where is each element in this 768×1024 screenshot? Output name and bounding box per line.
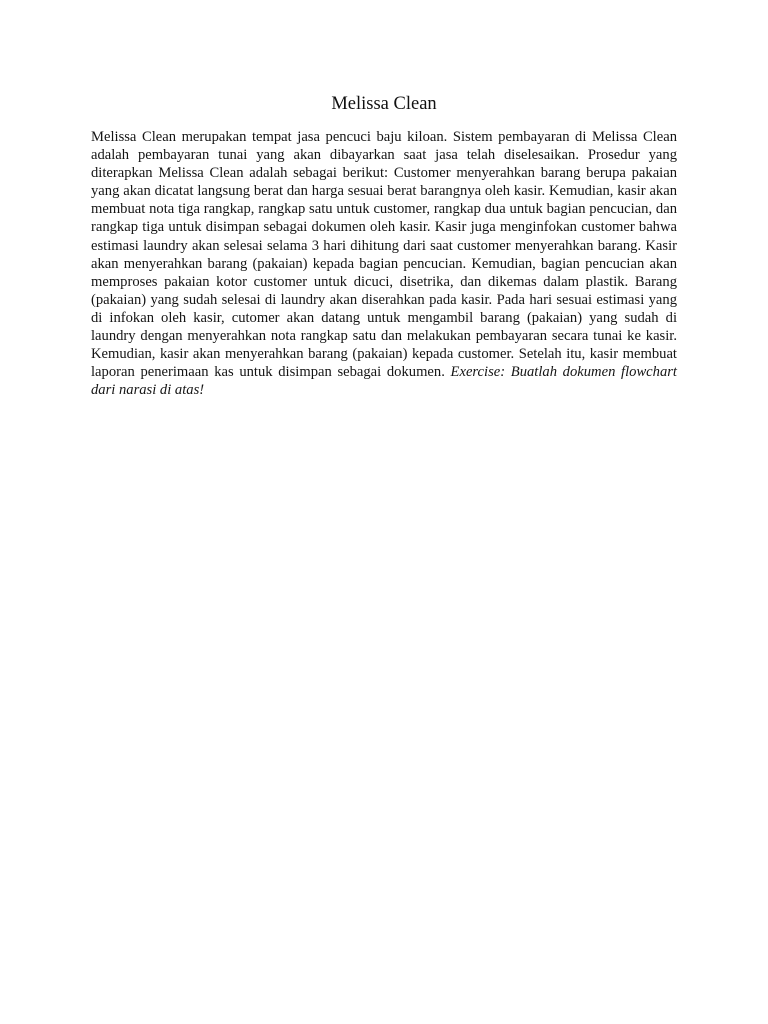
exercise-text: Exercise: Buatlah dokumen flowchart dari narasi di atas! xyxy=(91,364,677,399)
paragraph-text: Melissa Clean merupakan tempat jasa pencuci baju kiloan. Sistem pembayaran di Melissa Clean adalah pembayaran tunai yang akan dibayarkan saat jasa telah diselesaikan. Prosedur yang diterapkan Melissa Clean adalah sebagai berikut: Customer menyerahkan barang berupa pakaian yang akan dicatat langsung berat dan harga sesuai berat barangnya oleh kasir. Kemudian, kasir akan membuat nota tiga rangkap, rangkap satu untuk customer, rangkap dua untuk bagian pencucian, dan rangkap tiga untuk disimpan sebagai dokumen oleh kasir. Kasir juga menginfokan customer bahwa estimasi laundry akan selesai selama 3 hari dihitung dari saat customer menyerahkan barang. Kasir akan menyerahkan barang (pakaian) kepada bagian pencucian. Kemudian, bagian pencucian akan memproses pakaian kotor customer untuk dicuci, disetrika, dan dikemas dalam plastik. Barang (pakaian) yang sudah selesai di laundry akan diserahkan pada kasir. Pada hari sesuai estimasi yang di infokan oleh kasir, cutomer akan datang untuk mengambil barang (pakaian) yang sudah di laundry dengan menyerahkan nota rangkap satu dan melakukan pembayaran secara tunai ke kasir. Kemudian, kasir akan menyerahkan barang (pakaian) kepada customer. Setelah itu, kasir membuat laporan penerimaan kas untuk disimpan sebagai dokumen. xyxy=(91,129,677,381)
document-paragraph xyxy=(91,128,677,399)
document-title: Melissa Clean xyxy=(331,94,437,114)
